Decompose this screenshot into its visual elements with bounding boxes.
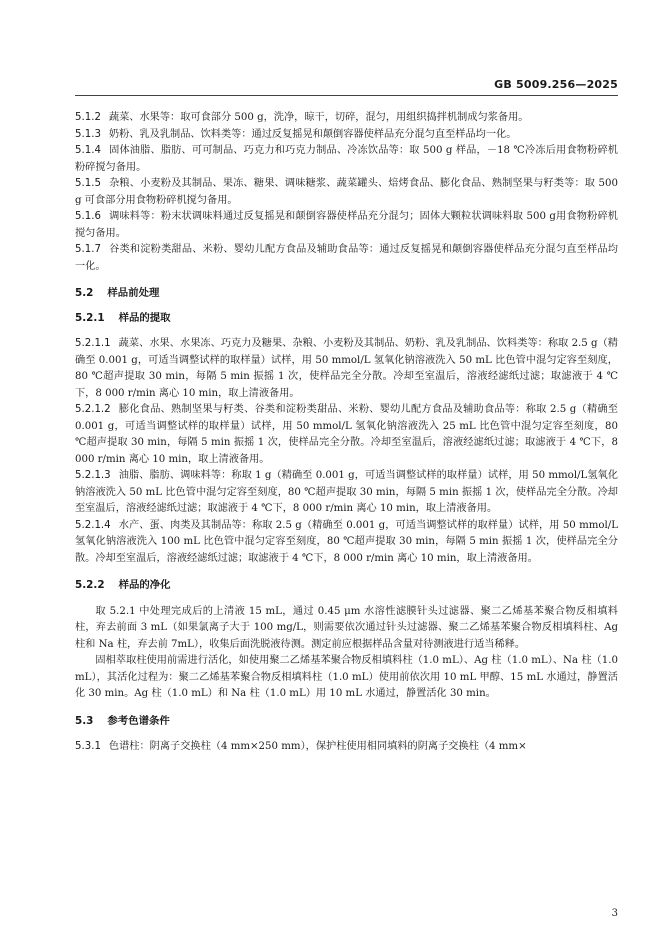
page-body	[75, 110, 618, 756]
clause-text: 奶粉、乳及乳制品、饮料类等：通过反复摇晃和颠倒容器使样品充分混匀直至样品均一化。	[108, 128, 517, 140]
clause-5-1-3	[75, 127, 618, 144]
clause-text: 调味料等：粉末状调味料通过反复摇晃和颠倒容器使样品充分混匀；固体大颗粒状调味料取 500 g用食物粉碎机搅匀备用。	[75, 211, 618, 239]
section-title: 参考色谱条件	[107, 714, 170, 727]
section-number: 5.2.2	[75, 579, 105, 591]
purify-paragraph: 取 5.2.1 中处理完成后的上清液 15 mL，通过 0.45 μm 水溶性滤膜针头过滤器、聚二乙烯基苯聚合物反相填料柱，弃去前面 3 mL（如果氯离子大于 100 mg/L，则需要依次通过针头过滤器、聚二乙烯基苯聚合物反相填料柱、Ag 柱和 Na 柱，弃去前 7mL），收集后面洗脱液待测。测定前应根据样品含量对待测液进行适当稀释。	[75, 605, 618, 650]
clause-5-2-1-2	[75, 402, 618, 468]
clause-number: 5.3.1	[75, 741, 101, 752]
clause-number: 5.2.1.3	[75, 470, 111, 481]
section-title: 样品前处理	[107, 287, 160, 299]
clause-5-1-2	[75, 110, 618, 127]
section-number: 5.2.1	[75, 311, 105, 324]
standard-code-header: GB 5009.256—2025	[494, 78, 618, 91]
section-heading-5-3	[75, 713, 618, 730]
section-heading-5-2-2	[75, 577, 618, 594]
clause-number: 5.2.1.2	[75, 404, 111, 415]
section-number: 5.2	[75, 287, 94, 299]
clause-text: 谷类和淀粉类甜品、米粉、婴幼儿配方食品及辅助食品等：通过反复摇晃和颠倒容器使样品充分混匀直至样品均一化。	[75, 244, 618, 272]
clause-text: 蔬菜、水果、水果冻、巧克力及糖果、杂粮、小麦粉及其制品、奶粉、乳及乳制品、饮料类等：称取 2.5 g（精确至 0.001 g，可适当调整试样的取样量）试样，用 50 mmol/L 氢氧化钠溶液洗入 50 mL 比色管中混匀定容至刻度，80 ℃超声提取 30 min，每隔 5 min 振摇 1 次，使样品完全分散。冷却至室温后，溶液经滤纸过滤；取滤液于 4 ℃下，8 000 r/min 离心 10 min，取上清液备用。	[75, 338, 618, 399]
clause-number: 5.2.1.1	[75, 338, 111, 349]
clause-5-3-1	[75, 739, 618, 756]
section-number: 5.3	[75, 714, 94, 727]
section-heading-5-2-1	[75, 310, 618, 327]
clause-5-2-1-4	[75, 518, 618, 568]
section-heading-5-2	[75, 285, 618, 302]
clause-text: 杂粮、小麦粉及其制品、果冻、糖果、调味糖浆、蔬菜罐头、焙烤食品、膨化食品、熟制坚果与籽类等：取 500 g 可食部分用食物粉碎机搅匀备用。	[75, 178, 618, 206]
clause-number: 5.1.3	[75, 128, 101, 140]
section-title: 样品的净化	[118, 579, 171, 591]
page-number: 3	[611, 908, 618, 919]
clause-text: 油脂、脂肪、调味料等：称取 1 g（精确至 0.001 g，可适当调整试样的取样量）试样，用 50 mmol/L氢氧化钠溶液洗入 50 mL 比色管中混匀定容至刻度，80 ℃超声提取 30 min，每隔 5 min 振摇 1 次，使样品完全分散。冷却至室温后，溶液经滤纸过滤；取滤液于 4 ℃下，8 000 r/min 离心 10 min，取上清液备用。	[75, 470, 618, 514]
clause-text: 水产、蛋、肉类及其制品等：称取 2.5 g（精确至 0.001 g，可适当调整试样的取样量）试样，用 50 mmol/L 氢氧化钠溶液洗入 100 mL 比色管中混匀定容至刻度，80 ℃超声提取 30 min，每隔 5 min 振摇 1 次，使样品完全分散。冷却至室温后，溶液经滤纸过滤；取滤液于 4 ℃下，8 000 r/min 离心 10 min，取上清液备用。	[75, 519, 618, 564]
clause-number: 5.1.7	[75, 244, 101, 255]
clause-text: 色谱柱：阴离子交换柱（4 mm×250 mm），保护柱使用相同填料的阴离子交换柱（4 mm×	[108, 741, 527, 752]
clause-5-1-5	[75, 176, 618, 209]
clause-5-2-1-1	[75, 336, 618, 402]
purify-paragraph: 固相萃取柱使用前需进行活化，如使用聚二乙烯基苯聚合物反相填料柱（1.0 mL）、Ag 柱（1.0 mL）、Na 柱（1.0 mL），其活化过程为：聚二乙烯基苯聚合物反相填料柱（1.0 mL）使用前依次用 10 mL 甲醇、15 mL 水通过，静置活化 30 min。Ag 柱（1.0 mL）和 Na 柱（1.0 mL）用 10 mL 水通过，静置活化 30 min。	[75, 655, 618, 699]
clause-number: 5.1.6	[75, 211, 101, 222]
clause-number: 5.2.1.4	[75, 519, 111, 531]
clause-5-1-4	[75, 143, 618, 176]
clause-5-2-1-3	[75, 468, 618, 518]
section-title: 样品的提取	[118, 311, 171, 324]
clause-text: 蔬菜、水果等：取可食部分 500 g，洗净，晾干，切碎，混匀，用组织捣拌机制成匀浆备用。	[108, 112, 529, 123]
clause-text: 膨化食品、熟制坚果与籽类、谷类和淀粉类甜品、米粉、婴幼儿配方食品及辅助食品等：称取 2.5 g（精确至 0.001 g，可适当调整试样的取样量）试样，用 50 mmol/L 氢氧化钠溶液洗入 25 mL 比色管中混匀定容至刻度，80 ℃超声提取 30 min，每隔 5 min 振摇 1 次，使样品完全分散。冷却至室温后，溶液经滤纸过滤；取滤液于 4 ℃下，8 000 r/min 离心 10 min，取上清液备用。	[75, 404, 618, 465]
clause-number: 5.1.2	[75, 112, 101, 123]
clause-text: 固体油脂、脂肪、可可制品、巧克力和巧克力制品、冷冻饮品等：取 500 g 样品，－18 ℃冷冻后用食物粉碎机粉碎搅匀备用。	[75, 145, 618, 173]
clause-5-1-7	[75, 242, 618, 275]
clause-number: 5.1.4	[75, 145, 101, 156]
clause-5-1-6	[75, 209, 618, 242]
clause-number: 5.1.5	[75, 178, 101, 189]
header-rule	[75, 95, 618, 96]
